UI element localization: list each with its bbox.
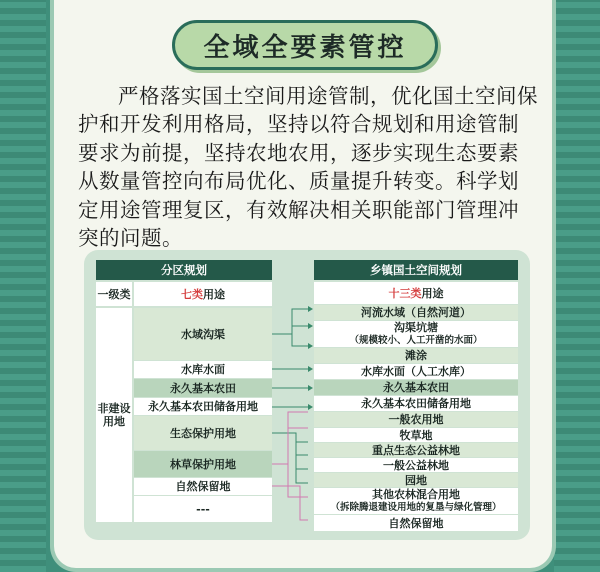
left-group-label: 非建设用地 <box>96 308 132 522</box>
zoning-diagram <box>84 250 530 540</box>
right-item: 水库水面（人工水库） <box>314 364 518 379</box>
right-item: 自然保留地 <box>314 515 518 531</box>
right-stripe-decoration <box>554 0 600 572</box>
left-level-label: 一级类 <box>96 282 132 306</box>
left-stripe-decoration <box>0 0 46 572</box>
right-item: 沟渠坑塘 （规模较小、人工开凿的水面） <box>314 321 518 347</box>
page-title: 全域全要素管控 <box>203 32 407 63</box>
right-item: 园地 <box>314 473 518 487</box>
left-item: 水库水面 <box>134 361 272 378</box>
right-item: 其他农林混合用地 （拆除腾退建设用地的复垦与绿化管理） <box>314 488 518 514</box>
right-item: 一般公益林地 <box>314 458 518 472</box>
right-item: 重点生态公益林地 <box>314 443 518 457</box>
right-header: 乡镇国土空间规划 <box>314 260 518 280</box>
right-item: 一般农用地 <box>314 412 518 427</box>
right-item: 永久基本农田储备用地 <box>314 396 518 411</box>
right-item: 永久基本农田 <box>314 380 518 395</box>
right-item: 河流水域（自然河道） <box>314 305 518 320</box>
left-item: 永久基本农田储备用地 <box>134 398 272 415</box>
left-header: 分区规划 <box>96 260 272 280</box>
intro-paragraph: 严格落实国土空间用途管制，优化国土空间保护和开发利用格局，坚持以符合规划和用途管制要求为前提，坚持农地农用，逐步实现生态要素从数量管控向布局优化、质量提升转变。科学划定用途管理复区，有效解决相关职能部门管理冲突的问题。 <box>78 84 538 251</box>
left-item: 林草保护用地 <box>134 451 272 477</box>
left-item: 永久基本农田 <box>134 379 272 397</box>
left-item: 生态保护用地 <box>134 416 272 450</box>
left-item: 水域沟渠 <box>134 308 272 360</box>
right-item: 滩涂 <box>314 348 518 363</box>
title-badge <box>172 20 438 70</box>
left-item: 自然保留地 <box>134 478 272 495</box>
right-item: 牧草地 <box>314 428 518 442</box>
right-level-value: 十三类 用途 <box>314 282 518 304</box>
left-item: --- <box>134 496 272 522</box>
content-card <box>50 0 556 572</box>
left-level-value: 七类 用途 <box>134 282 272 306</box>
